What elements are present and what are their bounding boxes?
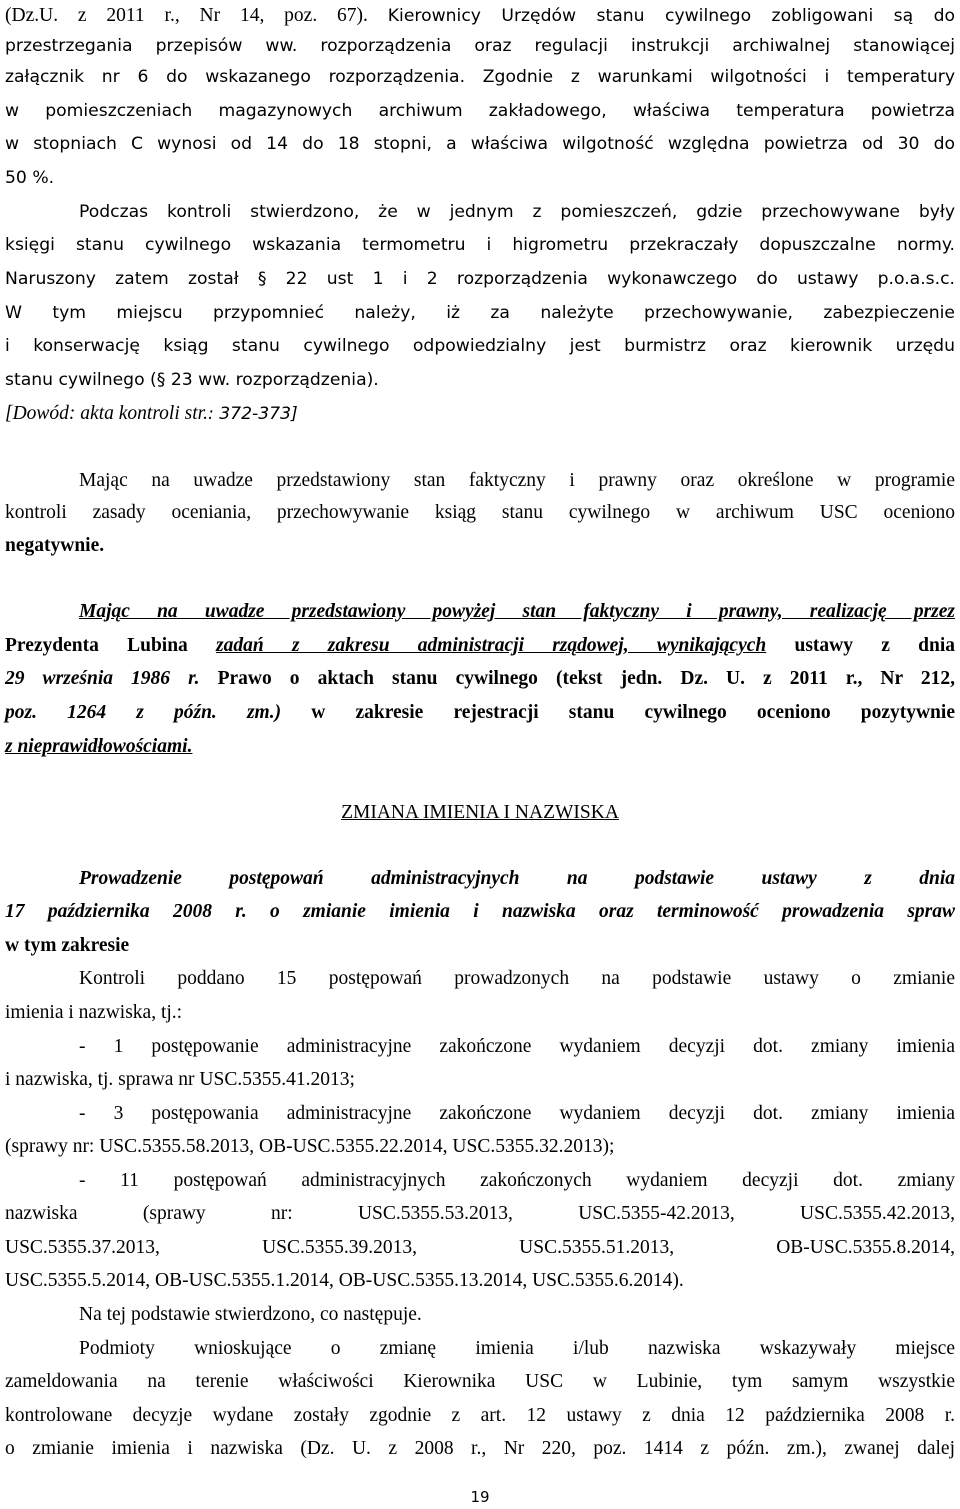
text-line: zameldowania na terenie właściwości Kierownika USC w Lubinie, tym samym wszystkie <box>5 1371 955 1392</box>
list-item: - 1 postępowanie administracyjne zakończone wydaniem decyzji dot. zmiany imienia <box>79 1036 955 1057</box>
text-line: i nazwiska, tj. sprawa nr USC.5355.41.2013; <box>5 1069 355 1090</box>
text-line: 29 września 1986 r. Prawo o aktach stanu cywilnego (tekst jedn. Dz. U. z 2011 r., Nr 212, <box>5 668 956 689</box>
section-heading: ZMIANA IMIENIA I NAZWISKA <box>341 802 619 823</box>
list-item: - 11 postępowań administracyjnych zakończonych wydaniem decyzji dot. zmiany <box>79 1170 955 1191</box>
text-line: Prezydenta Lubina zadań z zakresu administracji rządowej, wynikających ustawy z dnia <box>5 635 955 656</box>
text-line: imienia i nazwiska, tj.: <box>5 1002 183 1023</box>
text-line: (Dz.U. z 2011 r., Nr 14, poz. 67). Kierownicy Urzędów stanu cywilnego zobligowani są do <box>5 5 956 26</box>
text-line: i konserwację ksiąg stanu cywilnego odpowiedzialny jest burmistrz oraz kierownik urzędu <box>5 336 955 356</box>
text-line: poz. 1264 z późn. zm.) w zakresie rejestracji stanu cywilnego oceniono pozytywnie <box>5 702 955 723</box>
subsection-heading: Prowadzenie postępowań administracyjnych na podstawie ustawy z dnia <box>79 868 955 889</box>
paragraph-first-line: Podmioty wnioskujące o zmianę imienia i/lub nazwiska wskazywały miejsce <box>79 1338 955 1359</box>
text-line: Naruszony zatem został § 22 ust 1 i 2 rozporządzenia wykonawczego do ustawy p.o.a.s.c. <box>5 269 955 289</box>
text-line: księgi stanu cywilnego wskazania termometru i higrometru przekraczały dopuszczalne normy. <box>5 235 955 255</box>
text-line: kontrolowane decyzje wydane zostały zgodnie z art. 12 ustawy z dnia 12 października 2008 r. <box>5 1405 955 1426</box>
text-line: o zmianie imienia i nazwiska (Dz. U. z 2008 r., Nr 220, poz. 1414 z późn. zm.), zwanej dalej <box>5 1438 955 1459</box>
text-line: 50 %. <box>5 168 55 188</box>
text-line: nazwiska (sprawy nr: USC.5355.53.2013, USC.5355-42.2013, USC.5355.42.2013, <box>5 1203 955 1224</box>
text-line: w pomieszczeniach magazynowych archiwum zakładowego, właściwa temperatura powietrza <box>5 101 955 121</box>
evidence-reference: [Dowód: akta kontroli str.: 372-373] <box>5 403 298 424</box>
paragraph-first-line: Na tej podstawie stwierdzono, co następuje. <box>79 1304 422 1325</box>
text-line: USC.5355.5.2014, OB-USC.5355.1.2014, OB-USC.5355.13.2014, USC.5355.6.2014). <box>5 1270 684 1291</box>
subsection-heading: 17 października 2008 r. o zmianie imienia i nazwiska oraz terminowość prowadzenia spraw <box>5 901 955 922</box>
text-line: przestrzegania przepisów ww. rozporządzenia oraz regulacji instrukcji archiwalnej stanowiącej <box>5 36 955 56</box>
page-number: 19 <box>470 1488 490 1506</box>
paragraph-first-line: Mając na uwadze przedstawiony powyżej stan faktyczny i prawny, realizację przez <box>79 601 955 622</box>
subsection-heading: w tym zakresie <box>5 935 130 956</box>
paragraph-first-line: Kontroli poddano 15 postępowań prowadzonych na podstawie ustawy o zmianie <box>79 968 955 989</box>
text-line: załącznik nr 6 do wskazanego rozporządzenia. Zgodnie z warunkami wilgotności i temperatury <box>5 67 956 87</box>
paragraph-first-line: Podczas kontroli stwierdzono, że w jednym z pomieszczeń, gdzie przechowywane były <box>79 202 955 222</box>
text-line: kontroli zasady oceniania, przechowywanie ksiąg stanu cywilnego w archiwum USC oceniono <box>5 502 955 523</box>
text-line: stanu cywilnego (§ 23 ww. rozporządzenia). <box>5 370 379 390</box>
document-page <box>5 0 955 1509</box>
assessment-result: negatywnie. <box>5 535 105 556</box>
text-line: W tym miejscu przypomnieć należy, iż za należyte przechowywanie, zabezpieczenie <box>5 303 955 323</box>
paragraph-first-line: Mając na uwadze przedstawiony stan faktyczny i prawny oraz określone w programie <box>79 470 955 491</box>
text-line: (sprawy nr: USC.5355.58.2013, OB-USC.5355.22.2014, USC.5355.32.2013); <box>5 1136 615 1157</box>
text-line: w stopniach C wynosi od 14 do 18 stopni, a właściwa wilgotność względna powietrza od 30 do <box>5 134 955 154</box>
text-line: USC.5355.37.2013, USC.5355.39.2013, USC.5355.51.2013, OB-USC.5355.8.2014, <box>5 1237 955 1258</box>
assessment-result: z nieprawidłowościami. <box>5 736 193 757</box>
list-item: - 3 postępowania administracyjne zakończone wydaniem decyzji dot. zmiany imienia <box>79 1103 955 1124</box>
